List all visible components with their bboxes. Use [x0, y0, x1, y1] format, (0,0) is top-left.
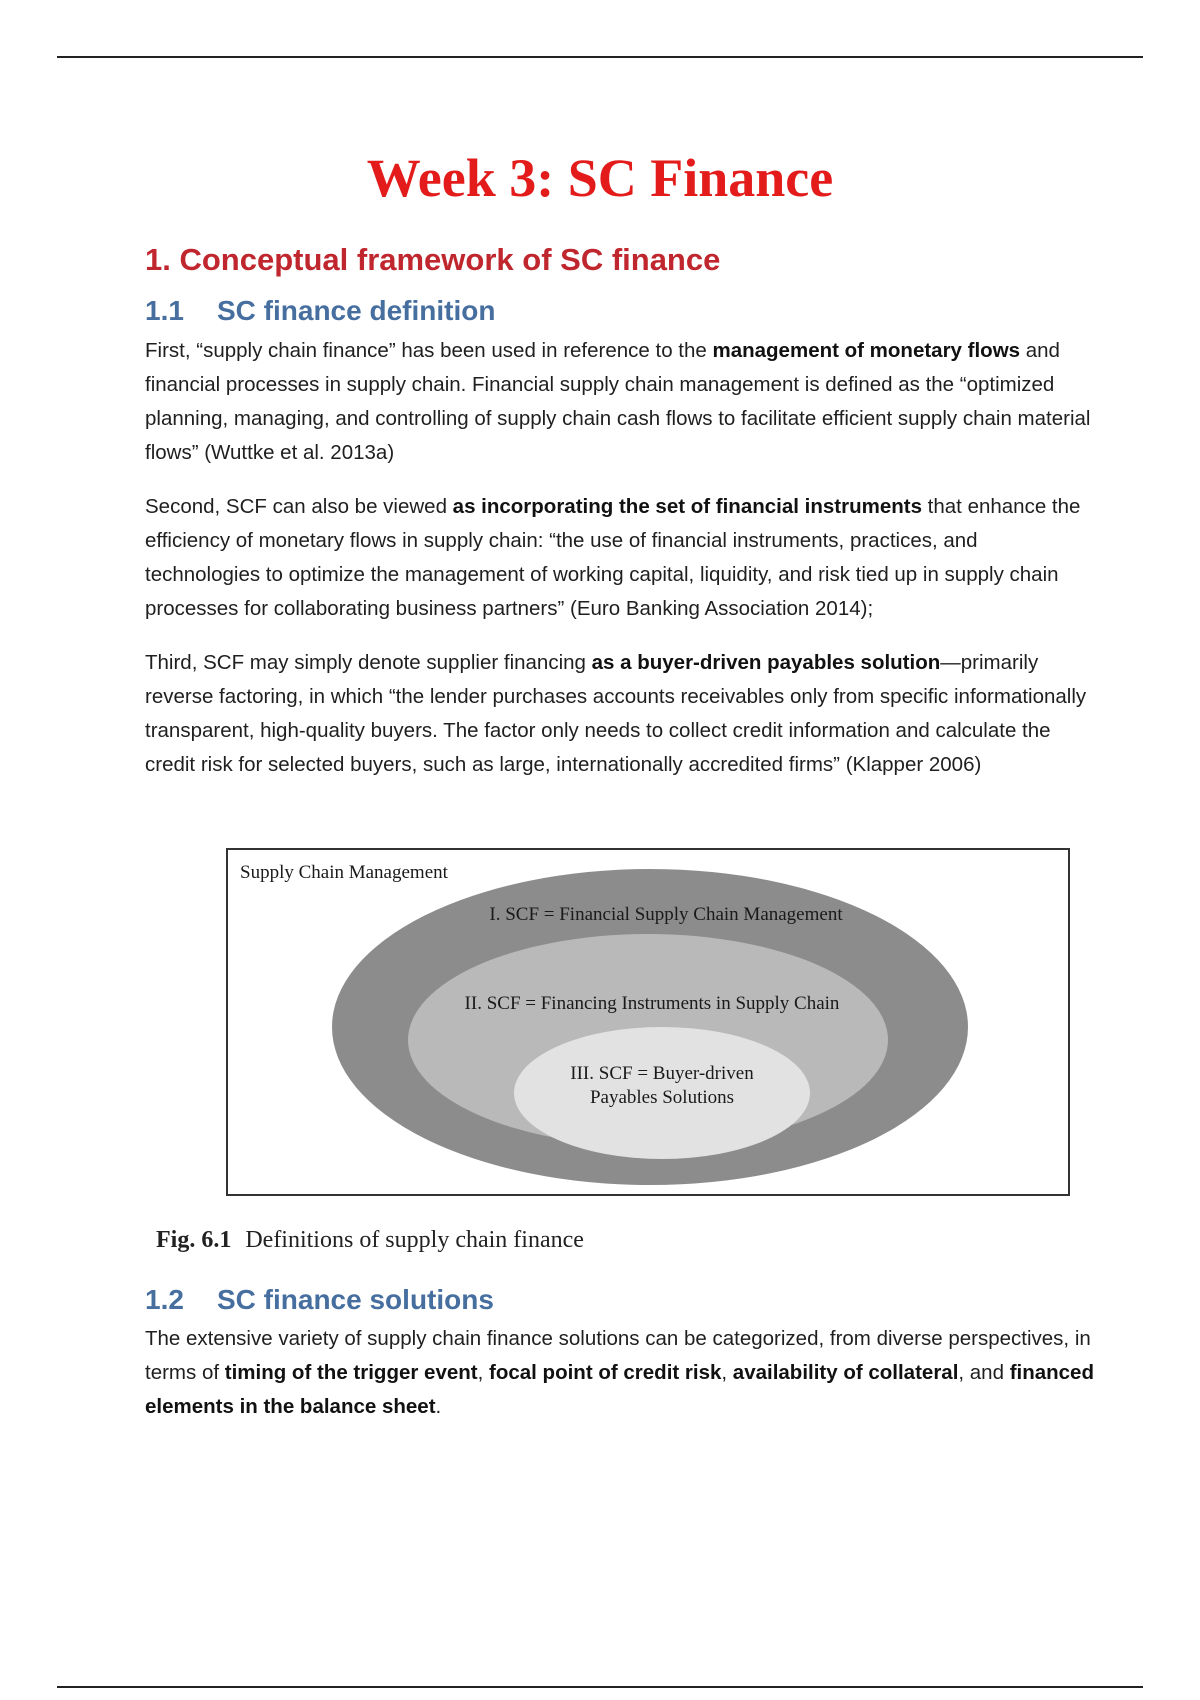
- bold-phrase: availability of collateral: [732, 1361, 959, 1384]
- inner-ellipse-label-line1: III. SCF = Buyer-driven: [570, 1063, 754, 1084]
- scf-definitions-figure: [226, 848, 1070, 1196]
- bold-phrase: financed elements in the balance sheet: [145, 1361, 1094, 1418]
- text-run: ,: [477, 1361, 490, 1384]
- text-run: Second, SCF can also be viewed: [145, 495, 453, 518]
- figure-caption-text: Definitions of supply chain finance: [245, 1227, 584, 1253]
- bold-phrase: as incorporating the set of financial instruments: [452, 495, 922, 518]
- inner-ellipse-label-line2: Payables Solutions: [589, 1087, 735, 1108]
- footer-rule: [57, 1686, 1143, 1688]
- page-title: Week 3: SC Finance: [366, 148, 834, 208]
- subsection-number: 1.1: [145, 295, 184, 326]
- paragraph-solutions: [145, 1322, 1095, 1424]
- header-rule: [57, 56, 1143, 58]
- frame-label: Supply Chain Management: [240, 862, 448, 883]
- outer-ellipse-label: I. SCF = Financial Supply Chain Management: [489, 904, 843, 925]
- section-heading: 1. Conceptual framework of SC finance: [145, 242, 721, 277]
- figure-caption: [156, 1224, 584, 1256]
- text-run: that enhance the efficiency of monetary flows in supply chain: “the use of financial instruments, practices, and technologies to optimize the management of working capital, liquidity, and risk tied up in supply chain processes for collaborating business partners” (Euro Banking Association 2014);: [145, 495, 1081, 620]
- paragraph-third: [145, 646, 1095, 782]
- bold-phrase: timing of the trigger event: [224, 1361, 478, 1384]
- subsection-number: 1.2: [145, 1284, 184, 1315]
- subsection-heading-definition: [145, 293, 495, 329]
- text-run: ,: [721, 1361, 733, 1384]
- text-run: Third, SCF may simply denote supplier financing: [145, 651, 592, 674]
- text-run: , and: [958, 1361, 1010, 1384]
- nested-ellipses-diagram: [228, 850, 1068, 1194]
- text-run: —primarily reverse factoring, in which “the lender purchases accounts receivables only from specific informationally transparent, high-quality buyers. The factor only needs to collect credit information and calculate the credit risk for selected buyers, such as large, internationally accredited firms” (Klapper 2006): [145, 651, 1087, 776]
- middle-ellipse-label: II. SCF = Financing Instruments in Supply Chain: [464, 993, 840, 1014]
- subsection-title: SC finance solutions: [217, 1284, 494, 1315]
- figure-number: Fig. 6.1: [156, 1227, 232, 1253]
- paragraph-second: [145, 490, 1095, 626]
- bold-phrase: as a buyer-driven payables solution: [591, 651, 941, 674]
- bold-phrase: management of monetary flows: [712, 339, 1021, 362]
- text-run: and financial processes in supply chain. Financial supply chain management is defined as the “optimized planning, managing, and controlling of supply chain cash flows to facilitate efficient supply chain material flows” (Wuttke et al. 2013a): [145, 339, 1091, 464]
- subsection-heading-solutions: [145, 1282, 494, 1318]
- text-run: .: [435, 1395, 442, 1418]
- subsection-title: SC finance definition: [217, 295, 496, 326]
- text-run: The extensive variety of supply chain finance solutions can be categorized, from diverse perspectives, in terms of: [145, 1327, 1091, 1384]
- bold-phrase: focal point of credit risk: [489, 1361, 722, 1384]
- text-run: First, “supply chain finance” has been used in reference to the: [145, 339, 713, 362]
- paragraph-first: [145, 334, 1095, 470]
